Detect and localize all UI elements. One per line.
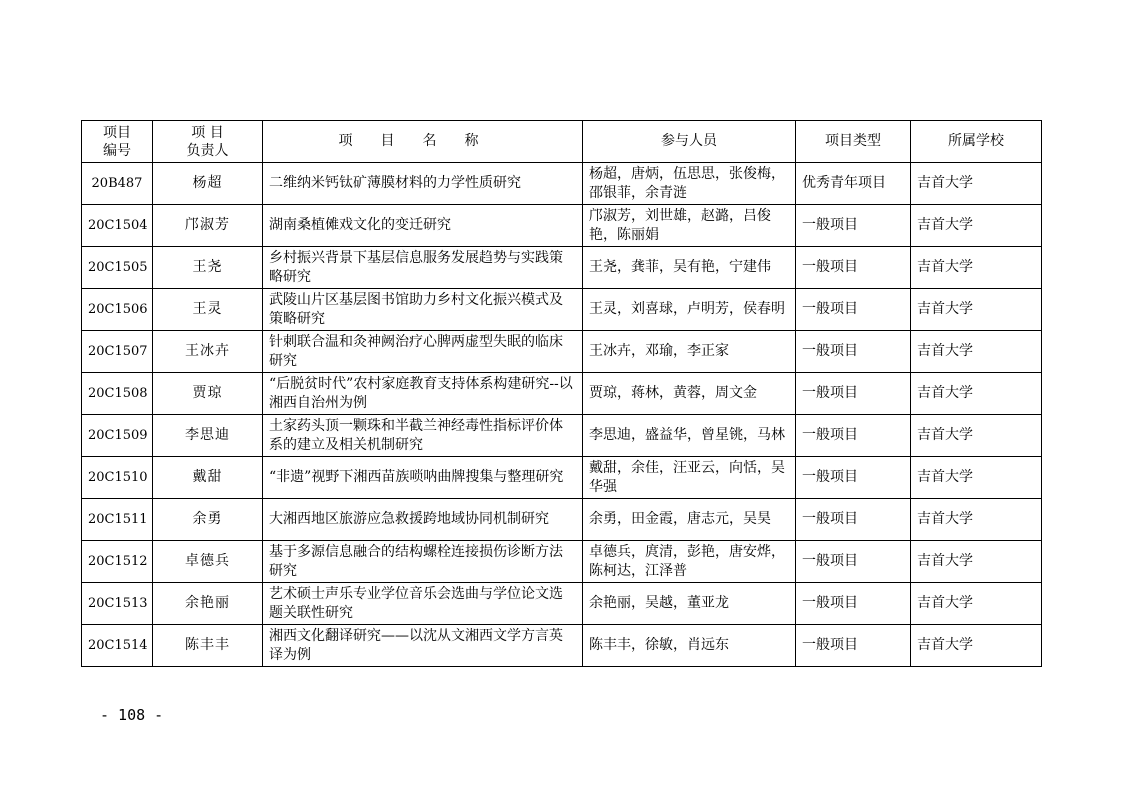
cell-code: 20C1511	[82, 499, 153, 541]
cell-lead: 杨超	[153, 163, 263, 205]
header-code: 项目 编号	[82, 121, 153, 163]
cell-lead: 贾琼	[153, 373, 263, 415]
cell-type: 一般项目	[796, 289, 911, 331]
cell-type: 一般项目	[796, 625, 911, 667]
header-type: 项目类型	[796, 121, 911, 163]
header-lead: 项 目 负责人	[153, 121, 263, 163]
cell-school: 吉首大学	[911, 499, 1042, 541]
cell-people: 杨超，唐炳，伍思思，张俊梅，邵银菲，余青涟	[583, 163, 796, 205]
cell-code: 20C1509	[82, 415, 153, 457]
cell-people: 李思迪，盛益华，曾星铫，马林	[583, 415, 796, 457]
header-name-text: 项目名称	[338, 133, 507, 149]
table-row	[82, 625, 1042, 667]
table-header-row	[82, 121, 1042, 163]
project-table	[81, 120, 1042, 667]
cell-name: “非遗”视野下湘西苗族唢呐曲牌搜集与整理研究	[263, 457, 583, 499]
cell-school: 吉首大学	[911, 457, 1042, 499]
cell-lead: 邝淑芳	[153, 205, 263, 247]
cell-school: 吉首大学	[911, 331, 1042, 373]
cell-name: 湖南桑植傩戏文化的变迁研究	[263, 205, 583, 247]
cell-code: 20C1505	[82, 247, 153, 289]
cell-name: “后脱贫时代”农村家庭教育支持体系构建研究--以湘西自治州为例	[263, 373, 583, 415]
cell-code: 20C1514	[82, 625, 153, 667]
cell-code: 20C1513	[82, 583, 153, 625]
cell-type: 优秀青年项目	[796, 163, 911, 205]
cell-code: 20C1504	[82, 205, 153, 247]
table-row	[82, 289, 1042, 331]
cell-people: 邝淑芳，刘世雄，赵潞，吕俊艳，陈丽娟	[583, 205, 796, 247]
cell-school: 吉首大学	[911, 415, 1042, 457]
cell-school: 吉首大学	[911, 289, 1042, 331]
cell-code: 20C1507	[82, 331, 153, 373]
cell-lead: 余艳丽	[153, 583, 263, 625]
cell-name: 大湘西地区旅游应急救援跨地域协同机制研究	[263, 499, 583, 541]
cell-school: 吉首大学	[911, 163, 1042, 205]
cell-type: 一般项目	[796, 373, 911, 415]
cell-school: 吉首大学	[911, 205, 1042, 247]
cell-people: 余艳丽，吴越，董亚龙	[583, 583, 796, 625]
header-school: 所属学校	[911, 121, 1042, 163]
cell-people: 贾琼，蒋林，黄蓉，周文金	[583, 373, 796, 415]
table-row	[82, 457, 1042, 499]
table-row	[82, 373, 1042, 415]
cell-type: 一般项目	[796, 331, 911, 373]
cell-type: 一般项目	[796, 205, 911, 247]
cell-people: 余勇，田金霞，唐志元，吴昊	[583, 499, 796, 541]
cell-name: 艺术硕士声乐专业学位音乐会选曲与学位论文选题关联性研究	[263, 583, 583, 625]
cell-name: 武陵山片区基层图书馆助力乡村文化振兴模式及策略研究	[263, 289, 583, 331]
table-row	[82, 247, 1042, 289]
cell-lead: 卓德兵	[153, 541, 263, 583]
cell-code: 20C1508	[82, 373, 153, 415]
cell-type: 一般项目	[796, 415, 911, 457]
cell-type: 一般项目	[796, 247, 911, 289]
cell-lead: 戴甜	[153, 457, 263, 499]
cell-code: 20C1510	[82, 457, 153, 499]
cell-lead: 李思迪	[153, 415, 263, 457]
cell-lead: 王灵	[153, 289, 263, 331]
cell-type: 一般项目	[796, 499, 911, 541]
table-row	[82, 541, 1042, 583]
table-row	[82, 499, 1042, 541]
cell-type: 一般项目	[796, 583, 911, 625]
header-name	[263, 121, 583, 163]
cell-people: 卓德兵，庹清，彭艳，唐安烨，陈柯达，江泽普	[583, 541, 796, 583]
cell-people: 王冰卉，邓瑜，李正家	[583, 331, 796, 373]
cell-lead: 陈丰丰	[153, 625, 263, 667]
cell-type: 一般项目	[796, 541, 911, 583]
cell-lead: 王尧	[153, 247, 263, 289]
cell-school: 吉首大学	[911, 541, 1042, 583]
table-row	[82, 415, 1042, 457]
cell-people: 陈丰丰，徐敏，肖远东	[583, 625, 796, 667]
cell-code: 20C1512	[82, 541, 153, 583]
cell-people: 王尧，龚菲，吴有艳，宁建伟	[583, 247, 796, 289]
cell-name: 针刺联合温和灸神阙治疗心脾两虚型失眠的临床研究	[263, 331, 583, 373]
table-row	[82, 331, 1042, 373]
cell-name: 湘西文化翻译研究——以沈从文湘西文学方言英译为例	[263, 625, 583, 667]
cell-type: 一般项目	[796, 457, 911, 499]
page-number: - 108 -	[100, 706, 164, 724]
cell-people: 王灵，刘喜球，卢明芳，侯春明	[583, 289, 796, 331]
cell-school: 吉首大学	[911, 247, 1042, 289]
cell-school: 吉首大学	[911, 625, 1042, 667]
cell-lead: 王冰卉	[153, 331, 263, 373]
table-row	[82, 205, 1042, 247]
cell-lead: 余勇	[153, 499, 263, 541]
cell-name: 基于多源信息融合的结构螺栓连接损伤诊断方法研究	[263, 541, 583, 583]
table-row	[82, 583, 1042, 625]
cell-name: 乡村振兴背景下基层信息服务发展趋势与实践策略研究	[263, 247, 583, 289]
cell-name: 土家药头顶一颗珠和半截兰神经毒性指标评价体系的建立及相关机制研究	[263, 415, 583, 457]
cell-code: 20B487	[82, 163, 153, 205]
header-people: 参与人员	[583, 121, 796, 163]
cell-code: 20C1506	[82, 289, 153, 331]
cell-people: 戴甜，余佳，汪亚云，向恬，吴华强	[583, 457, 796, 499]
cell-school: 吉首大学	[911, 583, 1042, 625]
cell-school: 吉首大学	[911, 373, 1042, 415]
table-row	[82, 163, 1042, 205]
cell-name: 二维纳米钙钛矿薄膜材料的力学性质研究	[263, 163, 583, 205]
